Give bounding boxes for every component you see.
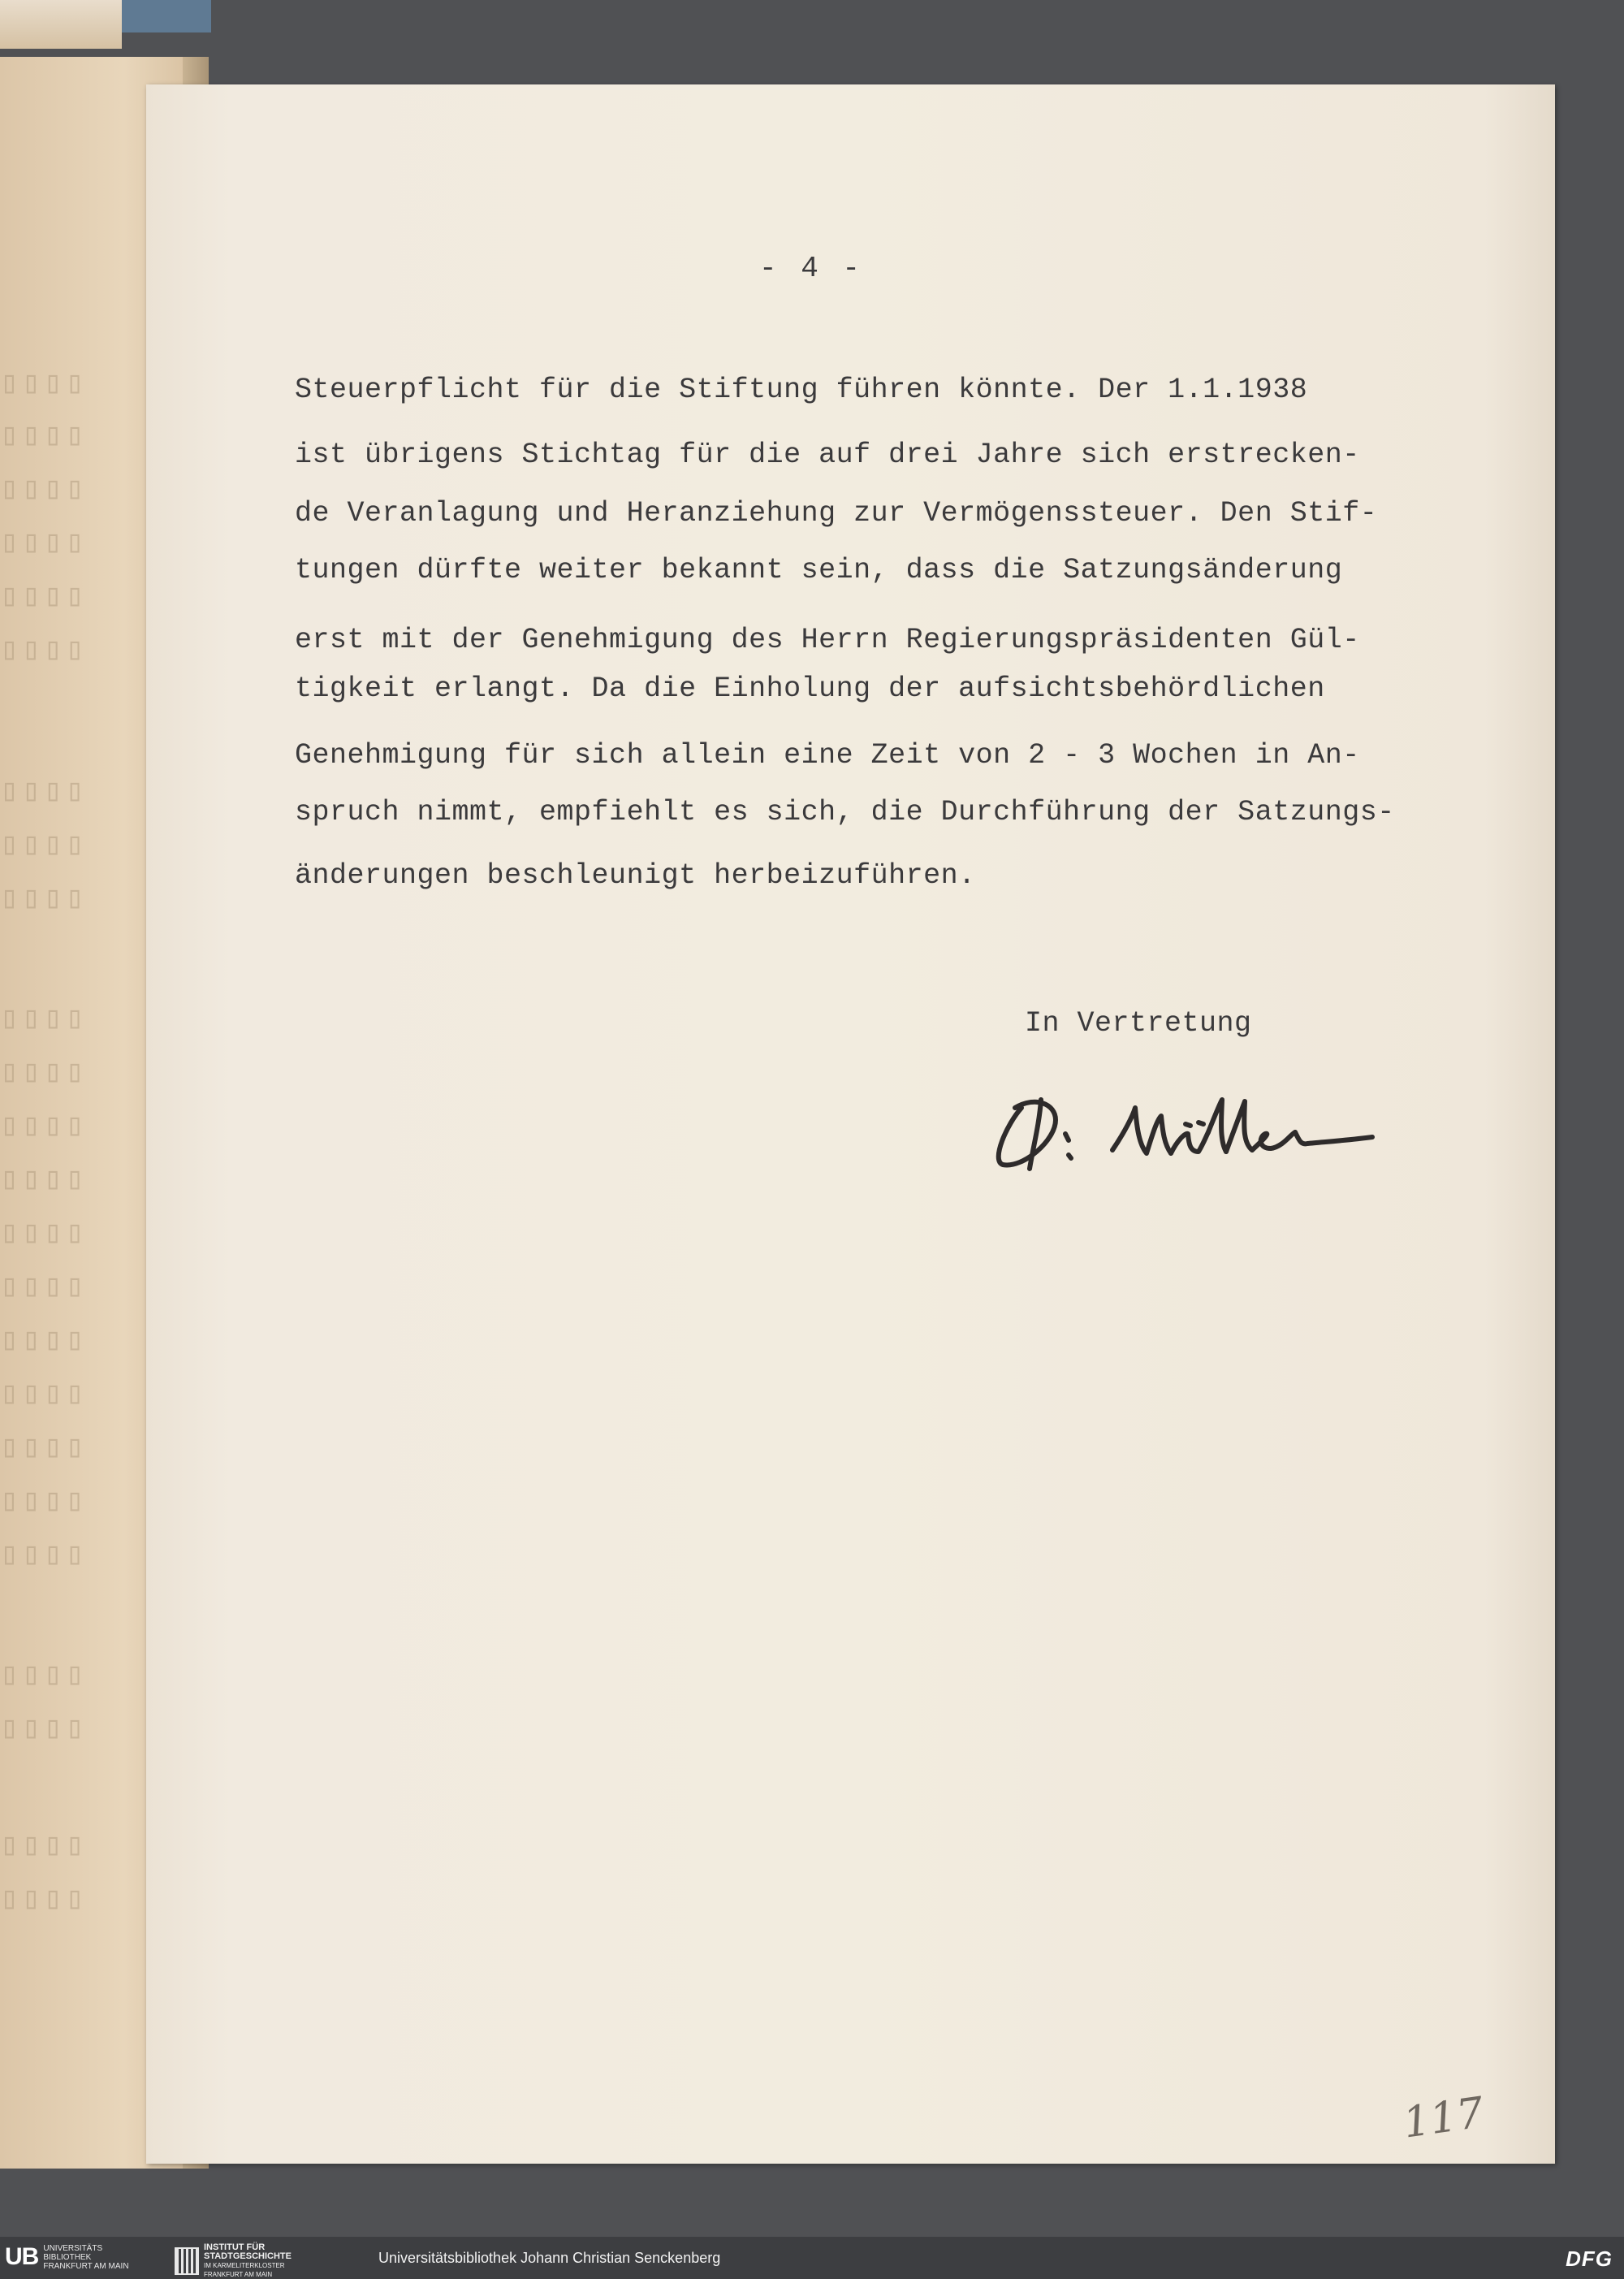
body-line: tungen dürfte weiter bekannt sein, dass die Satzungsänderung bbox=[295, 554, 1343, 586]
ghost-text: ▯▯▯▯ bbox=[0, 1431, 88, 1466]
ghost-text: ▯▯▯▯ bbox=[0, 1658, 88, 1693]
ghost-text: ▯▯▯▯ bbox=[0, 1377, 88, 1412]
ghost-text: ▯▯▯▯ bbox=[0, 1829, 88, 1864]
body-line: Genehmigung für sich allein eine Zeit von 2 - 3 Wochen in An- bbox=[295, 739, 1360, 772]
ub-mark: UB bbox=[5, 2243, 39, 2270]
isg-text-line: STADTGESCHICHTE bbox=[204, 2251, 292, 2261]
ghost-text: ▯▯▯▯ bbox=[0, 367, 88, 402]
ghost-text: ▯▯▯▯ bbox=[0, 1324, 88, 1359]
ghost-text: ▯▯▯▯ bbox=[0, 1002, 88, 1037]
underlying-page-top bbox=[0, 0, 122, 49]
ub-text-line: FRANKFURT AM MAIN bbox=[43, 2261, 129, 2271]
typed-letter-page bbox=[146, 84, 1555, 2164]
ghost-text: ▯▯▯▯ bbox=[0, 828, 88, 863]
ghost-text: ▯▯▯▯ bbox=[0, 1217, 88, 1252]
archive-number: 117 bbox=[1400, 2088, 1487, 2148]
body-line: de Veranlagung und Heranziehung zur Vermögenssteuer. Den Stif- bbox=[295, 497, 1378, 530]
closing-phrase: In Vertretung bbox=[1025, 1007, 1252, 1040]
footer-bar bbox=[0, 2237, 1624, 2279]
ub-text-line: BIBLIOTHEK bbox=[43, 2252, 92, 2262]
ub-text-line: UNIVERSITÄTS bbox=[43, 2243, 103, 2253]
page-number: - 4 - bbox=[759, 252, 864, 285]
handwritten-signature bbox=[991, 1083, 1421, 1189]
isg-text-line: IM KARMELITERKLOSTER bbox=[204, 2262, 285, 2269]
ghost-text: ▯▯▯▯ bbox=[0, 1538, 88, 1573]
ghost-text: ▯▯▯▯ bbox=[0, 775, 88, 810]
ghost-text: ▯▯▯▯ bbox=[0, 1163, 88, 1198]
isg-text-line: INSTITUT FÜR bbox=[204, 2242, 266, 2252]
isg-building-icon bbox=[175, 2247, 199, 2275]
body-line: tigkeit erlangt. Da die Einholung der aufsichtsbehördlichen bbox=[295, 672, 1325, 705]
ub-logo-text bbox=[43, 2244, 128, 2271]
ghost-text: ▯▯▯▯ bbox=[0, 1056, 88, 1091]
library-name: Universitätsbibliothek Johann Christian Senckenberg bbox=[378, 2250, 721, 2266]
ghost-text: ▯▯▯▯ bbox=[0, 634, 88, 668]
ghost-text: ▯▯▯▯ bbox=[0, 882, 88, 917]
isg-text-line: FRANKFURT AM MAIN bbox=[204, 2271, 273, 2278]
body-line: änderungen beschleunigt herbeizuführen. bbox=[295, 859, 976, 892]
ghost-text: ▯▯▯▯ bbox=[0, 526, 88, 561]
body-line: ist übrigens Stichtag für die auf drei Jahre sich erstrecken- bbox=[295, 439, 1360, 471]
isg-logo bbox=[175, 2243, 292, 2279]
ub-logo bbox=[5, 2243, 129, 2271]
ghost-text: ▯▯▯▯ bbox=[0, 1712, 88, 1747]
dfg-logo: DFG bbox=[1566, 2247, 1613, 2271]
ghost-text: ▯▯▯▯ bbox=[0, 1270, 88, 1305]
ghost-text: ▯▯▯▯ bbox=[0, 580, 88, 615]
ghost-text: ▯▯▯▯ bbox=[0, 1109, 88, 1144]
ghost-text: ▯▯▯▯ bbox=[0, 419, 88, 454]
ghost-text: ▯▯▯▯ bbox=[0, 473, 88, 508]
ghost-text: ▯▯▯▯ bbox=[0, 1485, 88, 1520]
book-edge bbox=[122, 0, 211, 32]
isg-logo-text bbox=[204, 2243, 292, 2279]
body-line: Steuerpflicht für die Stiftung führen könnte. Der 1.1.1938 bbox=[295, 374, 1308, 406]
body-line: erst mit der Genehmigung des Herrn Regierungspräsidenten Gül- bbox=[295, 624, 1360, 656]
ghost-text: ▯▯▯▯ bbox=[0, 1883, 88, 1918]
body-line: spruch nimmt, empfiehlt es sich, die Durchführung der Satzungs- bbox=[295, 796, 1395, 828]
